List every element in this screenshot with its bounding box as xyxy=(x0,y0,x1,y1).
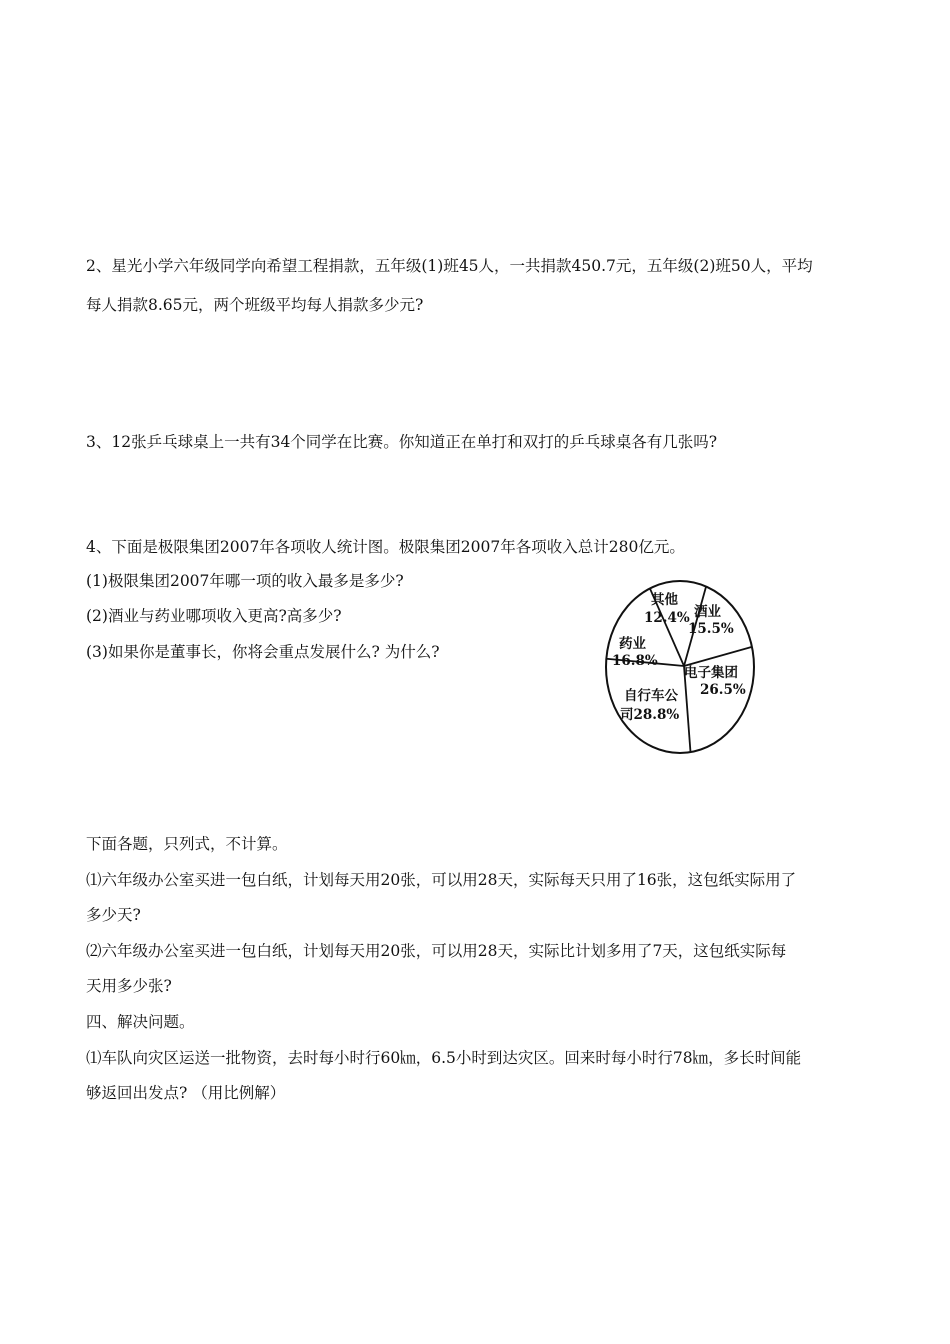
pie-boundary-liquor-electronics xyxy=(684,647,752,666)
slice-label-medicine-value: 16.8% xyxy=(612,653,658,669)
slice-label-liquor-name: 酒业 xyxy=(694,604,721,620)
problem-4-question-1: (1)极限集团2007年哪一项的收入最多是多少? xyxy=(86,572,404,590)
list-only-question-2-line-2: 天用多少张? xyxy=(86,977,172,995)
problem-4-question-3: (3)如果你是董事长，你将会重点发展什么? 为什么? xyxy=(86,643,440,661)
section-4-question-1-line-2: 够返回出发点? （用比例解） xyxy=(86,1084,286,1102)
list-only-heading: 下面各题，只列式，不计算。 xyxy=(86,835,288,853)
slice-label-other-name: 其他 xyxy=(651,592,678,608)
slice-label-liquor-value: 15.5% xyxy=(688,621,734,637)
slice-label-bicycle-name: 自行车公 xyxy=(624,688,678,704)
income-pie-chart xyxy=(596,576,766,760)
slice-label-bicycle-value: 司28.8% xyxy=(620,707,680,723)
list-only-question-1-line-1: ⑴六年级办公室买进一包白纸，计划每天用20张，可以用28天，实际每天只用了16张，这包纸实际用了 xyxy=(86,871,797,889)
list-only-question-1-line-2: 多少天? xyxy=(86,906,141,924)
problem-3-line-1: 3、12张乒乓球桌上一共有34个同学在比赛。你知道正在单打和双打的乒乓球桌各有几张吗? xyxy=(86,433,718,451)
slice-label-other-value: 12.4% xyxy=(644,610,690,626)
slice-label-medicine-name: 药业 xyxy=(619,636,646,652)
problem-2-line-1: 2、星光小学六年级同学向希望工程捐款，五年级(1)班45人，一共捐款450.7元，五年级(2)班50人，平均 xyxy=(86,257,813,275)
section-4-heading: 四、解决问题。 xyxy=(86,1013,195,1031)
section-4-question-1-line-1: ⑴车队向灾区运送一批物资，去时每小时行60㎞，6.5小时到达灾区。回来时每小时行78㎞，多长时间能 xyxy=(86,1049,802,1067)
problem-4-question-2: (2)酒业与药业哪项收入更高?高多少? xyxy=(86,607,342,625)
problem-2-line-2: 每人捐款8.65元，两个班级平均每人捐款多少元? xyxy=(86,296,424,314)
slice-label-electronics-value: 26.5% xyxy=(700,682,746,698)
list-only-question-2-line-1: ⑵六年级办公室买进一包白纸，计划每天用20张，可以用28天，实际比计划多用了7天，这包纸实际每 xyxy=(86,942,787,960)
slice-label-electronics-name: 电子集团 xyxy=(684,665,738,681)
problem-4-intro: 4、下面是极限集团2007年各项收人统计图。极限集团2007年各项收入总计280亿元。 xyxy=(86,538,685,556)
